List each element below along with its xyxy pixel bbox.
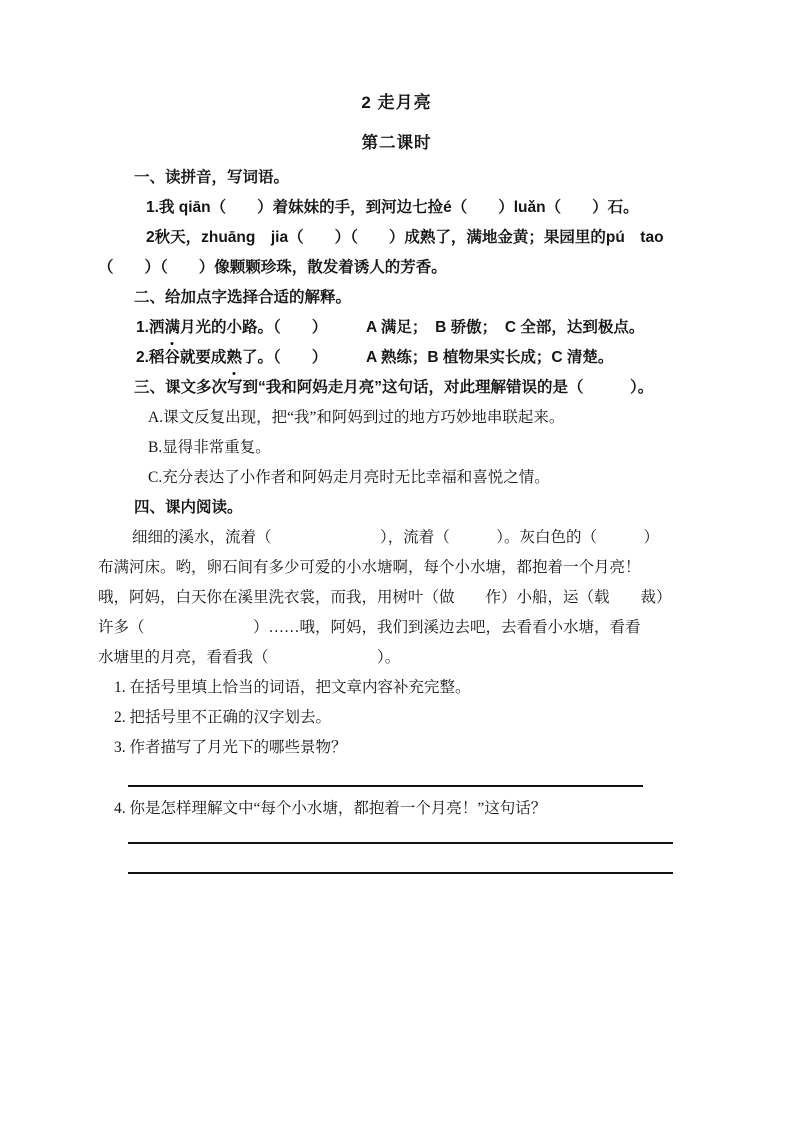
section3-option-c: C.充分表达了小作者和阿妈走月亮时无比幸福和喜悦之情。 [148,469,550,486]
section1-item2-line2: （ ）（ ）像颗颗珍珠，散发着诱人的芳香。 [98,259,447,276]
section3-heading: 三、课文多次写到“我和阿妈走月亮”这句话，对此理解错误的是（ ）。 [134,379,654,396]
doc-header [0,0,793,158]
passage-line-4: 许多（ ）……哦，阿妈，我们到溪边去吧，去看看小水塘，看看 [98,619,641,636]
section1-item2-line1: 2秋天，zhuāng jia（ ）（ ）成熟了，满地金黄；果园里的pú tao [146,229,664,246]
worksheet-content [0,158,793,874]
lesson-subtitle: 第二课时 [361,134,432,152]
answer-line [128,785,643,787]
answer-line [128,842,673,844]
item2-post-text: 了。（ ） A 熟练；B 植物果实长成；C 清楚。 [241,349,614,366]
section3-option-a: A.课文反复出现，把“我”和阿妈到过的地方巧妙地串联起来。 [148,409,565,426]
section2-item2 [98,343,713,373]
item2-dotted-char: 熟 [226,343,242,373]
section3-option-b: B.显得非常重复。 [148,439,271,456]
answer-line [128,872,673,874]
item2-pre-text: 2.稻谷就要成 [136,349,227,366]
section4-heading: 四、课内阅读。 [134,499,243,516]
item1-post-text: 月光的小路。（ ） A 满足； B 骄傲； C 全部，达到极点。 [179,319,645,336]
section1-heading: 一、读拼音，写词语。 [134,169,290,186]
section2-heading: 二、给加点字选择合适的解释。 [134,289,352,306]
item1-dotted-char: 满 [164,313,180,343]
question-4: 4. 你是怎样理解文中“每个小水塘，都抱着一个月亮！”这句话？ [114,800,547,817]
passage-line-1: 细细的溪水，流着（ ），流着（ ）。灰白色的（ ） [132,529,660,546]
question-3: 3. 作者描写了月光下的哪些景物？ [114,739,347,756]
question-2: 2. 把括号里不正确的汉字划去。 [114,709,332,726]
question-1: 1. 在括号里填上恰当的词语，把文章内容补充完整。 [114,679,471,696]
passage-line-5: 水塘里的月亮，看看我（ ）。 [98,649,401,666]
section2-item1 [98,313,713,343]
passage-line-2: 布满河床。哟，卵石间有多少可爱的小水塘啊，每个小水塘，都抱着一个月亮！ [98,559,641,576]
section1-item1: 1.我 qiān（ ）着妹妹的手，到河边七捡é（ ）luǎn（ ）石。 [146,199,639,216]
passage-line-3: 哦，阿妈，白天你在溪里洗衣裳，而我，用树叶（做 作）小船，运（载 裁） [98,589,672,606]
item1-pre-text: 1.洒 [136,319,165,336]
lesson-title: 2 走月亮 [361,93,432,112]
